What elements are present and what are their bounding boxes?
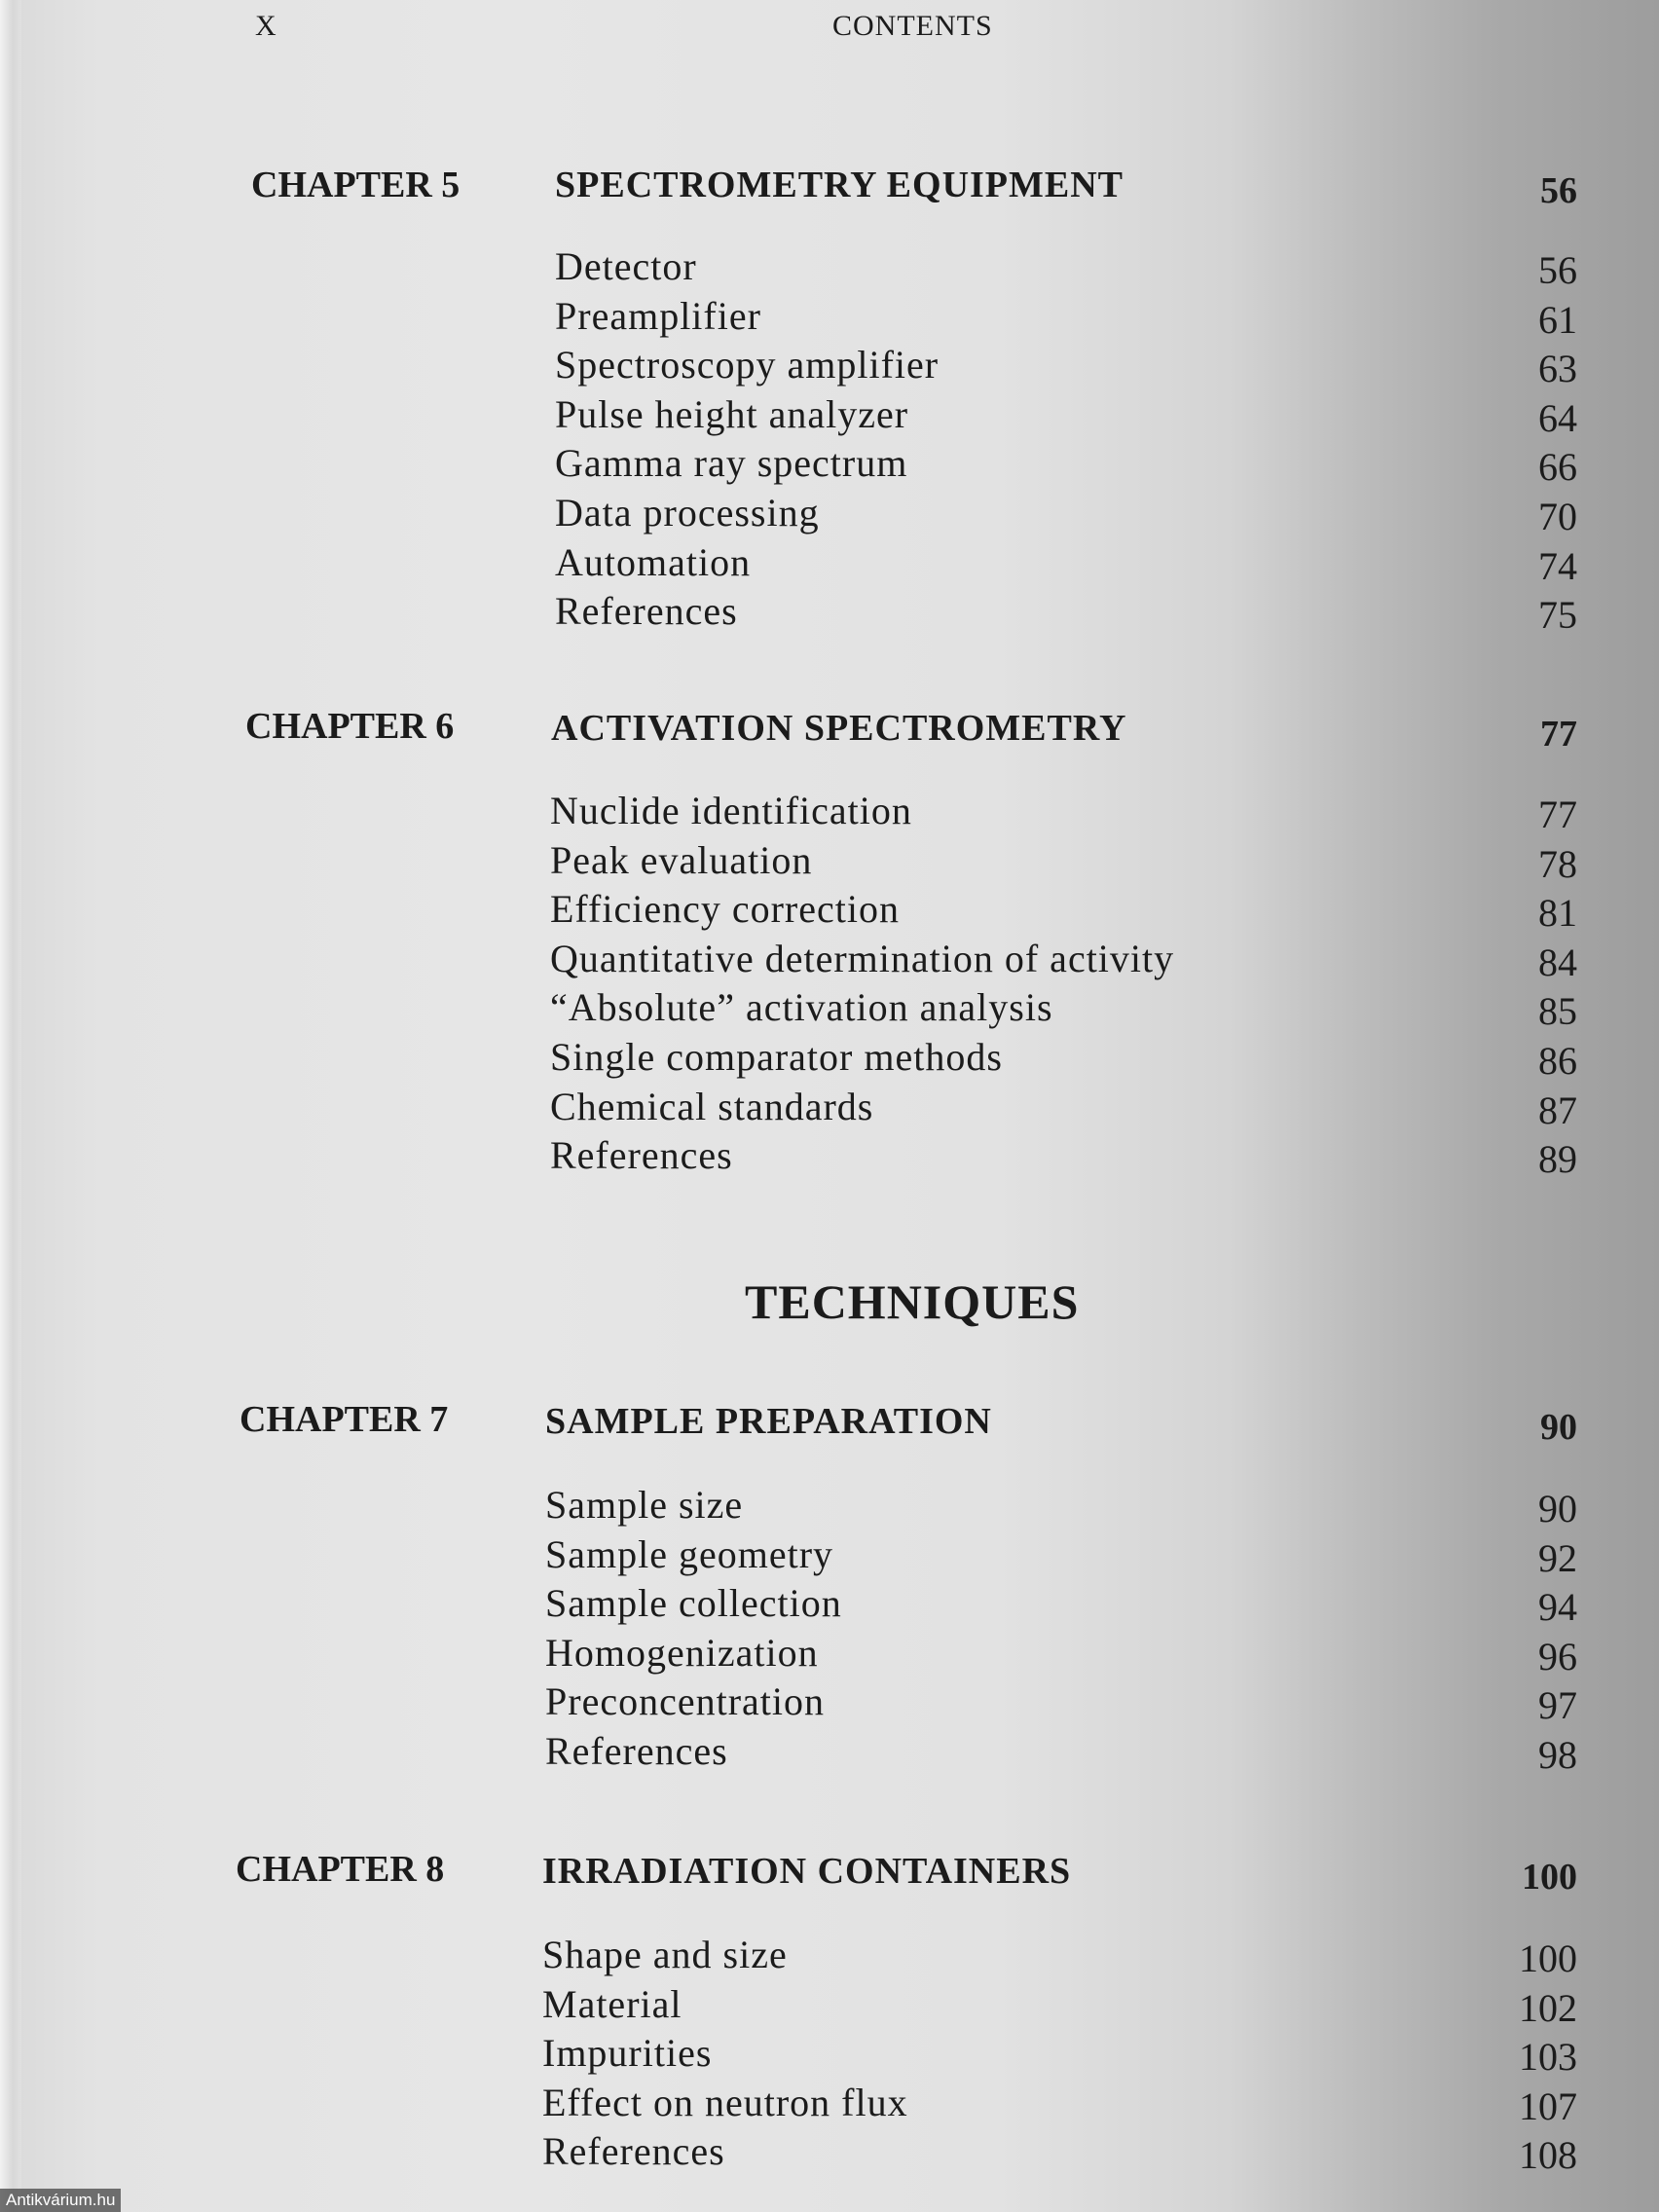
- toc-entry: [0, 1630, 1659, 1679]
- entry-title: Preconcentration: [545, 1679, 825, 1724]
- entry-title: Pulse height analyzer: [555, 391, 909, 436]
- toc-entry: [0, 1132, 1659, 1182]
- entry-title: Preamplifier: [555, 293, 761, 338]
- entry-page: 63: [1538, 347, 1577, 391]
- running-head-page-number: X: [255, 10, 277, 42]
- entry-page: 97: [1538, 1683, 1577, 1728]
- entry-title: Spectroscopy amplifier: [555, 343, 940, 387]
- toc-entry: [0, 788, 1659, 837]
- entry-title: Chemical standards: [550, 1084, 874, 1128]
- entry-page: 103: [1519, 2035, 1577, 2080]
- toc-entry: [0, 936, 1659, 985]
- entry-title: Sample size: [545, 1483, 744, 1527]
- toc-entry: [0, 243, 1659, 293]
- toc-entry: [0, 539, 1659, 589]
- toc-entry: [0, 2128, 1659, 2178]
- entry-page: 77: [1538, 793, 1577, 836]
- toc-entry: [0, 984, 1659, 1034]
- entry-page: 87: [1538, 1088, 1577, 1132]
- chapter-page: 56: [1540, 170, 1577, 211]
- entry-title: Gamma ray spectrum: [555, 441, 908, 486]
- toc-entry: [0, 2080, 1659, 2129]
- entry-page: 56: [1538, 248, 1577, 292]
- entry-title: “Absolute” activation analysis: [550, 985, 1053, 1030]
- toc-entry: [0, 837, 1659, 887]
- entry-title: Data processing: [555, 490, 820, 535]
- entry-title: Sample geometry: [545, 1531, 834, 1576]
- entry-page: 86: [1538, 1038, 1577, 1083]
- entry-title: Peak evaluation: [550, 837, 813, 882]
- chapter-title: SPECTROMETRY EQUIPMENT: [555, 165, 1124, 205]
- chapter-label: CHAPTER 5: [251, 165, 461, 205]
- section-heading: TECHNIQUES: [745, 1274, 1080, 1329]
- toc-entry: [0, 391, 1659, 441]
- chapter-label: CHAPTER 6: [245, 706, 455, 747]
- entry-page: 81: [1538, 891, 1577, 936]
- entry-page: 64: [1538, 395, 1577, 440]
- entry-title: Nuclide identification: [550, 789, 912, 832]
- chapter-label: CHAPTER 8: [236, 1849, 445, 1890]
- entry-page: 100: [1519, 1936, 1577, 1980]
- chapter-title: ACTIVATION SPECTROMETRY: [551, 708, 1127, 749]
- entry-title: References: [555, 589, 738, 634]
- entry-title: Homogenization: [545, 1630, 819, 1675]
- entry-title: Shape and size: [542, 1933, 788, 1976]
- entry-page: 70: [1538, 494, 1577, 538]
- entry-page: 74: [1538, 543, 1577, 588]
- toc-entry: [0, 1580, 1659, 1630]
- toc-entry: [0, 440, 1659, 490]
- toc-entry: [0, 2030, 1659, 2080]
- entry-page: 84: [1538, 940, 1577, 984]
- entry-page: 96: [1538, 1634, 1577, 1678]
- toc-entry: [0, 1034, 1659, 1084]
- chapter-page: 100: [1522, 1857, 1577, 1898]
- entry-page: 92: [1538, 1535, 1577, 1580]
- entry-page: 75: [1538, 593, 1577, 638]
- entry-title: Material: [542, 1981, 682, 2026]
- toc-entry: [0, 1678, 1659, 1728]
- entry-page: 98: [1538, 1732, 1577, 1777]
- toc-entry: [0, 490, 1659, 539]
- entry-title: Impurities: [542, 2031, 713, 2076]
- toc-entry: [0, 1728, 1659, 1778]
- chapter-title: SAMPLE PREPARATION: [545, 1401, 992, 1442]
- toc-entry: [0, 293, 1659, 343]
- entry-title: References: [542, 2129, 725, 2174]
- entry-page: 66: [1538, 445, 1577, 490]
- watermark-label: Antikvárium.hu: [0, 2189, 121, 2212]
- entry-title: Quantitative determination of activity: [550, 936, 1175, 980]
- entry-title: Detector: [555, 244, 697, 288]
- chapter-title: IRRADIATION CONTAINERS: [542, 1851, 1072, 1892]
- toc-entry: [0, 1932, 1659, 1981]
- entry-title: Single comparator methods: [550, 1034, 1003, 1079]
- chapter-label: CHAPTER 7: [240, 1399, 449, 1440]
- running-head-title: CONTENTS: [832, 10, 993, 42]
- entry-page: 61: [1538, 297, 1577, 342]
- entry-page: 102: [1519, 1985, 1577, 2030]
- chapter-page: 77: [1540, 714, 1577, 755]
- entry-page: 108: [1519, 2133, 1577, 2178]
- chapter-entries: [0, 1482, 1659, 1778]
- toc-entry: [0, 1531, 1659, 1581]
- toc-entry: [0, 342, 1659, 391]
- entry-page: 85: [1538, 989, 1577, 1034]
- entry-title: References: [550, 1133, 733, 1178]
- entry-page: 89: [1538, 1137, 1577, 1182]
- entry-title: Effect on neutron flux: [542, 2080, 908, 2124]
- entry-page: 78: [1538, 841, 1577, 886]
- entry-title: References: [545, 1728, 728, 1773]
- toc-entry: [0, 1084, 1659, 1133]
- chapter-page: 90: [1540, 1407, 1577, 1448]
- entry-page: 94: [1538, 1585, 1577, 1630]
- chapter-entries: [0, 243, 1659, 638]
- toc-entry: [0, 588, 1659, 638]
- entry-title: Efficiency correction: [550, 887, 900, 932]
- chapter-entries: [0, 788, 1659, 1182]
- entry-title: Automation: [555, 539, 752, 584]
- entry-page: 90: [1538, 1487, 1577, 1530]
- toc-entry: [0, 1981, 1659, 2031]
- toc-entry: [0, 886, 1659, 936]
- entry-title: Sample collection: [545, 1581, 842, 1626]
- entry-page: 107: [1519, 2083, 1577, 2128]
- chapter-entries: [0, 1932, 1659, 2178]
- toc-entry: [0, 1482, 1659, 1531]
